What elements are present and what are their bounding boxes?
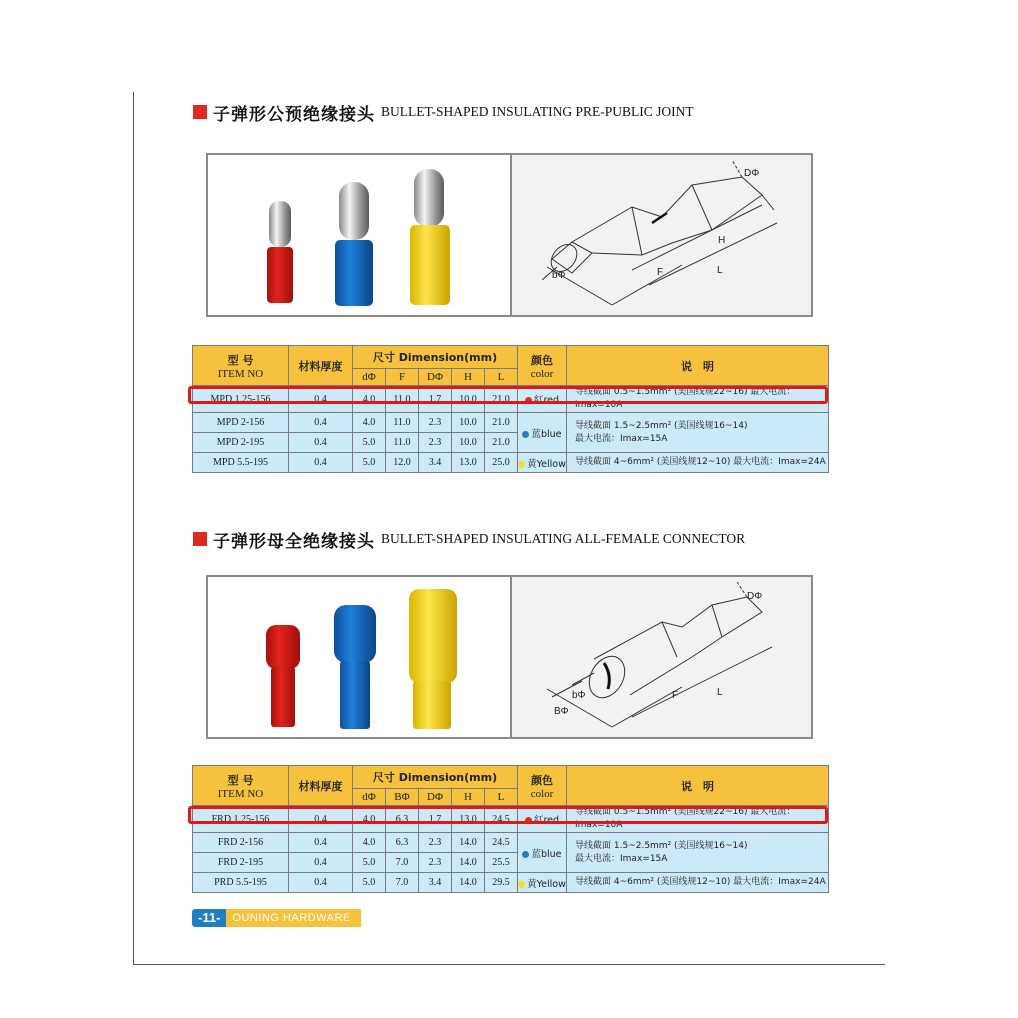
col-l: L [485,369,518,386]
page-number: -11- [192,909,226,927]
header-dimension: 尺寸 Dimension(mm) [353,346,518,369]
dim-label-l: L [717,687,723,698]
section1-title [193,101,694,123]
cell-value: 21.0 [485,413,518,433]
cell-value: 24.5 [485,833,518,853]
cell-value: 11.0 [386,413,419,433]
cell-color-yellow: 黄Yellow [518,453,567,473]
blue-female-connector [334,605,376,729]
cell-value: 2.3 [419,413,452,433]
yellow-dot-icon [518,461,525,468]
dim-label-bphi: bΦ [572,690,586,701]
dim-label-h: H [718,235,726,246]
col-f: F [386,369,419,386]
cell-thickness: 0.4 [289,853,353,873]
page-footer [192,909,361,927]
cell-note: 导线截面 4~6mm² (美国线规12~10) 最大电流：Imax=24A [567,453,829,473]
section2-image-panel [206,575,813,739]
header-dimension: 尺寸 Dimension(mm) [353,766,518,789]
header-color: 颜色 color [518,766,567,806]
page-border-left [133,92,134,965]
cell-item: MPD 1.25-156 [193,386,289,413]
cell-value: 5.0 [353,873,386,893]
header-thickness: 材料厚度 [289,766,353,806]
cell-thickness: 0.4 [289,806,353,833]
cell-value: 10.0 [452,386,485,413]
cell-value: 25.5 [485,853,518,873]
dim-label-dphi: DΦ [747,591,763,602]
red-square-icon [193,532,207,546]
col-dphi: dΦ [353,789,386,806]
cell-value: 24.5 [485,806,518,833]
red-square-icon [193,105,207,119]
cell-thickness: 0.4 [289,873,353,893]
cell-value: 4.0 [353,413,386,433]
cell-value: 4.0 [353,806,386,833]
header-item: 型 号 ITEM NO [193,346,289,386]
cell-value: 3.4 [419,453,452,473]
dim-label-dphi: DΦ [744,168,760,179]
section2-title-en: BULLET-SHAPED INSULATING ALL-FEMALE CONNECTOR [381,531,746,546]
cell-value: 14.0 [452,853,485,873]
dim-label-bphi: bΦ [552,270,566,281]
cell-item: MPD 2-195 [193,433,289,453]
cell-thickness: 0.4 [289,433,353,453]
cell-color-blue: 蓝blue [518,833,567,873]
blue-male-connector [335,182,373,306]
cell-note: 导线截面 1.5~2.5mm² (美国线规16~14) 最大电流：Imax=15A [567,413,829,453]
cell-value: 11.0 [386,433,419,453]
cell-value: 7.0 [386,853,419,873]
section2-title-cn: 子弹形母全绝缘接头 [213,531,375,552]
cell-value: 13.0 [452,806,485,833]
cell-item: PRD 5.5-195 [193,873,289,893]
cell-item: FRD 2-195 [193,853,289,873]
header-thickness: 材料厚度 [289,346,353,386]
cell-value: 6.3 [386,833,419,853]
section1-spec-table [192,345,829,473]
female-bullet-connectors-photo [208,577,512,737]
cell-value: 12.0 [386,453,419,473]
yellow-dot-icon [518,881,525,888]
cell-item: FRD 1.25-156 [193,806,289,833]
cell-color-blue: 蓝blue [518,413,567,453]
header-description: 说 明 [567,346,829,386]
section1-title-cn: 子弹形公预绝缘接头 [213,104,375,125]
table-header-row [193,346,829,369]
blue-dot-icon [522,851,529,858]
cell-value: 7.0 [386,873,419,893]
cell-value: 29.5 [485,873,518,893]
row-highlight-box [188,806,828,824]
header-item: 型 号 ITEM NO [193,766,289,806]
cell-item: MPD 2-156 [193,413,289,433]
cell-value: 5.0 [353,433,386,453]
dim-label-f: F [672,690,679,701]
cell-value: 1.7 [419,806,452,833]
cell-value: 25.0 [485,453,518,473]
red-male-connector [267,201,293,303]
cell-value: 2.3 [419,833,452,853]
cell-value: 21.0 [485,433,518,453]
cell-value: 4.0 [353,833,386,853]
row-highlight-box [188,386,828,404]
cell-value: 1.7 [419,386,452,413]
female-connector-dimension-drawing [512,577,811,737]
table-header-row [193,766,829,789]
col-Dphi: DΦ [419,369,452,386]
col-Bphi: BΦ [386,789,419,806]
cell-thickness: 0.4 [289,413,353,433]
male-connector-dimension-drawing [512,155,811,315]
cell-thickness: 0.4 [289,453,353,473]
cell-value: 13.0 [452,453,485,473]
blue-dot-icon [522,431,529,438]
header-color: 颜色 color [518,346,567,386]
cell-note: 导线截面 4~6mm² (美国线规12~10) 最大电流：Imax=24A [567,873,829,893]
cell-value: 3.4 [419,873,452,893]
cell-thickness: 0.4 [289,833,353,853]
section2-title [193,528,745,550]
cell-value: 10.0 [452,433,485,453]
cell-value: 21.0 [485,386,518,413]
cell-color-red: 紅red [518,386,567,413]
cell-value: 4.0 [353,386,386,413]
page-border-bottom [133,964,885,965]
cell-value: 2.3 [419,853,452,873]
col-l: L [485,789,518,806]
cell-color-red: 紅red [518,806,567,833]
dim-label-l: L [717,265,723,276]
table-row [193,833,829,853]
cell-value: 14.0 [452,873,485,893]
cell-value: 14.0 [452,833,485,853]
cell-value: 2.3 [419,433,452,453]
header-description: 说 明 [567,766,829,806]
cell-value: 5.0 [353,453,386,473]
red-female-connector [266,625,300,727]
cell-value: 10.0 [452,413,485,433]
cell-thickness: 0.4 [289,386,353,413]
section1-image-panel [206,153,813,317]
cell-item: FRD 2-156 [193,833,289,853]
cell-value: 6.3 [386,806,419,833]
yellow-male-connector [410,169,450,305]
dim-label-f: F [657,267,664,278]
table-row [193,413,829,433]
cell-note: 导线截面 1.5~2.5mm² (美国线规16~14) 最大电流：Imax=15A [567,833,829,873]
section1-title-en: BULLET-SHAPED INSULATING PRE-PUBLIC JOINT [381,104,694,119]
col-Dphi: DΦ [419,789,452,806]
col-h: H [452,789,485,806]
table-row [193,453,829,473]
cell-value: 11.0 [386,386,419,413]
male-bullet-connectors-photo [208,155,512,315]
col-h: H [452,369,485,386]
table-row [193,873,829,893]
cell-note: 导线截面 0.5~1.5mm² (美国线规22~16) 最大电流：Imax=10A [567,806,829,833]
brand-name: OUNING HARDWARE [226,909,360,927]
yellow-female-connector [409,589,457,729]
col-dphi: dΦ [353,369,386,386]
cell-item: MPD 5.5-195 [193,453,289,473]
section2-spec-table [192,765,829,893]
dim-label-Bphi: BΦ [554,706,569,717]
cell-value: 5.0 [353,853,386,873]
cell-color-yellow: 黄Yellow [518,873,567,893]
cell-note: 导线截面 0.5~1.5mm² (美国线规22~16) 最大电流：Imax=10A [567,386,829,413]
